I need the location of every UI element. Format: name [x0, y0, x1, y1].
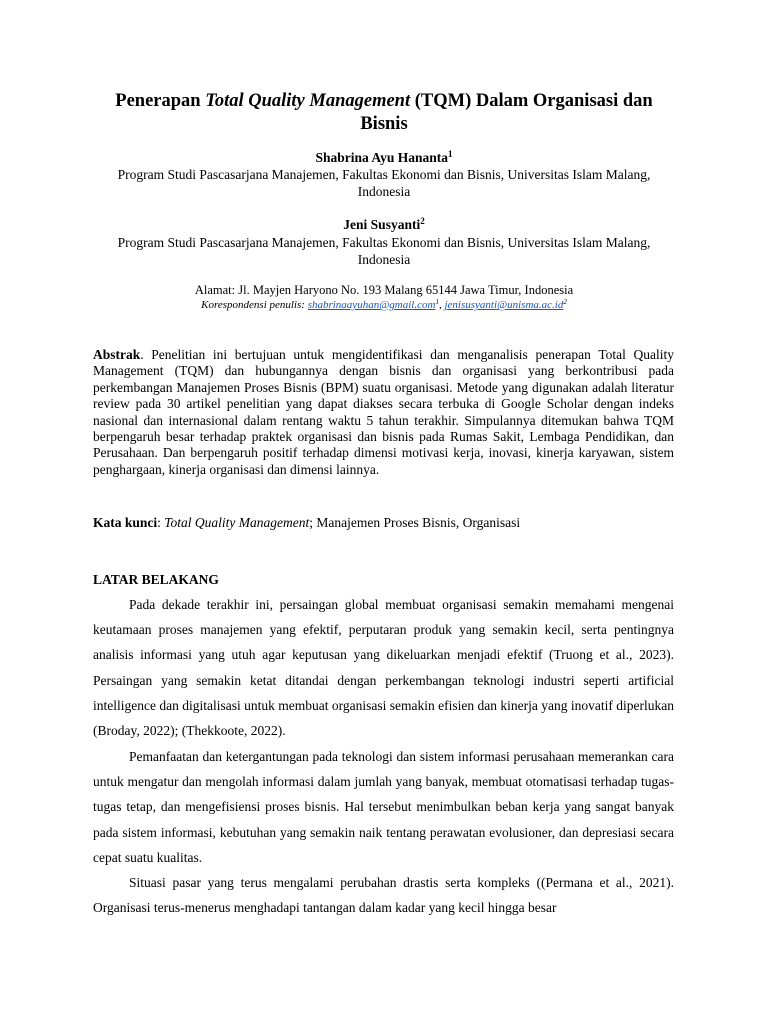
- author-1: [0, 150, 768, 166]
- author-1-affiliation: Program Studi Pascasarjana Manajemen, Fakultas Ekonomi dan Bisnis, Universitas Islam Malang, Indonesia: [117, 167, 651, 199]
- author-1-sup: 1: [448, 149, 453, 159]
- abstract-label: Abstrak: [93, 347, 141, 362]
- body-paragraph-2: Pemanfaatan dan ketergantungan pada teknologi dan sistem informasi perusahaan memerankan cara untuk mengatur dan mengolah informasi dalam jumlah yang banyak, membuat otomatisasi terhadap tugas-tugas tetap, dan mengefisiensi proses bisnis. Hal tersebut menimbulkan beban kerja yang sangat banyak pada sistem informasi, kebutuhan yang semakin naik tentang perawatan evolusioner, dan depresiasi secara cepat suatu kualitas.: [93, 749, 674, 865]
- title-prefix: Penerapan: [115, 91, 206, 111]
- email-1-sup: 1: [435, 298, 439, 306]
- author-2-name: Jeni Susyanti: [343, 217, 421, 232]
- author-1-name: Shabrina Ayu Hananta: [315, 150, 449, 165]
- body-paragraph-3: Situasi pasar yang terus mengalami perubahan drastis serta kompleks ((Permana et al., 2021). Organisasi terus-menerus menghadapi tantangan dalam kadar yang kecil hingga besar: [93, 875, 674, 916]
- keywords-colon: :: [157, 515, 165, 530]
- body-paragraph-1: Pada dekade terakhir ini, persaingan global membuat organisasi semakin memahami mengenai keutamaan proses manajemen yang efektif, perputaran produk yang semakin kecil, serta pentingnya analisis informasi yang utuh agar keputusan yang dikeluarkan menjadi efektif (Truong et al., 2023). Persaingan yang semakin ketat ditandai dengan perkembangan teknologi industri seperti artificial intelligence dan digitalisasi untuk membuat organisasi semakin efisien dan kinerja yang inovatif diperlukan (Broday, 2022); (Thekkoote, 2022).: [93, 597, 674, 739]
- title-suffix: (TQM) Dalam Organisasi dan Bisnis: [360, 91, 653, 134]
- email-link-2[interactable]: jenisusyanti@unisma.ac.id: [444, 299, 564, 311]
- keywords-rest: ; Manajemen Proses Bisnis, Organisasi: [309, 515, 521, 530]
- keywords: [93, 514, 674, 531]
- abstract: [93, 347, 674, 478]
- title-italic: Total Quality Management: [205, 91, 411, 111]
- keywords-italic: Total Quality Management: [164, 515, 310, 530]
- email-link-1[interactable]: shabrinaayuhan@gmail.com: [307, 299, 436, 311]
- keywords-label: Kata kunci: [93, 515, 158, 530]
- paper-title: [90, 90, 678, 136]
- correspondence-label: Korespondensi penulis:: [201, 299, 308, 311]
- email-separator: ,: [438, 299, 445, 311]
- correspondence-line: [0, 298, 768, 312]
- address-line: Alamat: Jl. Mayjen Haryono No. 193 Malang 65144 Jawa Timur, Indonesia: [194, 283, 574, 297]
- abstract-text: . Penelitian ini bertujuan untuk mengidentifikasi dan menganalisis penerapan Total Quality Management (TQM) dan hubungannya dengan bisnis dan organisasi yang berkontribusi pada perkembangan Manajemen Proses Bisnis (BPM) suatu organisasi. Metode yang digunakan adalah literatur review pada 30 artikel penelitian yang dapat diakses secara terbuka di Google Scholar dengan indeks nasional dan internasional dalam rentang waktu 5 tahun terakhir. Simpulannya ditemukan bahwa TQM berpengaruh besar terhadap praktek organisasi dan bisnis pada Rumas Sakit, Lembaga Pendidikan, dan Perusahaan. Dan berpengaruh positif terhadap dimensi motivasi kerja, inovasi, kinerja karyawan, sistem penghargaan, kinerja organisasi dan dimensi lainnya.: [93, 347, 674, 477]
- author-2-sup: 2: [420, 216, 425, 226]
- section-heading: LATAR BELAKANG: [93, 572, 219, 587]
- email-2-sup: 2: [563, 298, 567, 306]
- author-2: [0, 217, 768, 233]
- author-2-affiliation: Program Studi Pascasarjana Manajemen, Fakultas Ekonomi dan Bisnis, Universitas Islam Malang, Indonesia: [117, 235, 651, 267]
